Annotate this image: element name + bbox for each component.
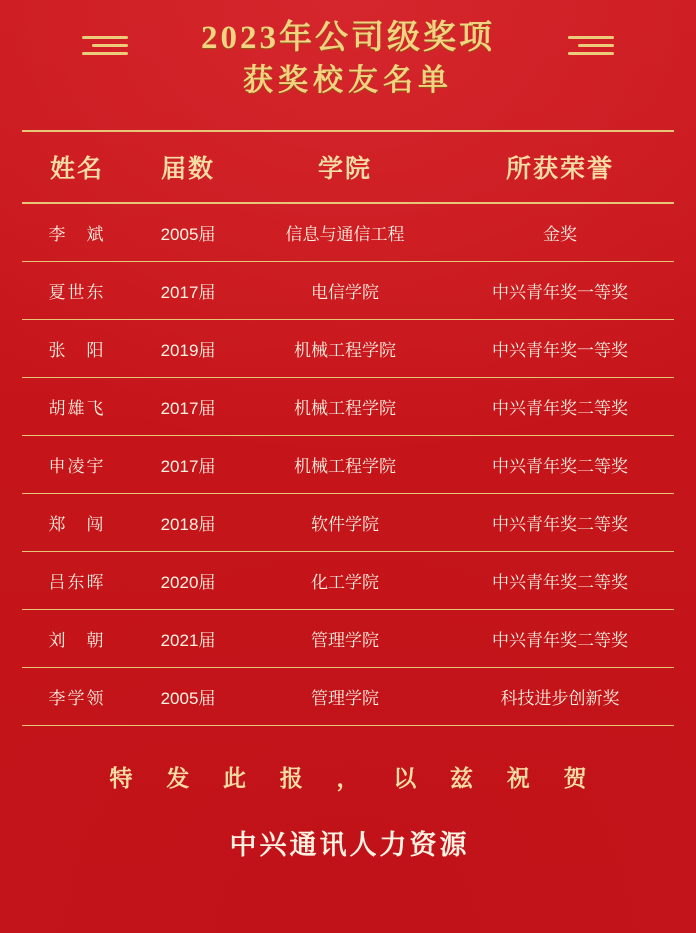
footer-congratulation-text: 特 发 此 报 ， 以 兹 祝 贺 (109, 766, 601, 791)
cell-name: 郑 闯 (48, 515, 106, 534)
table-row (22, 552, 674, 610)
cell-name: 夏世东 (48, 283, 106, 302)
poster-header (0, 0, 696, 102)
cell-year: 2005届 (160, 225, 216, 244)
cell-school: 机械工程学院 (294, 457, 396, 476)
cell-name: 李 斌 (48, 225, 106, 244)
cell-honor: 中兴青年奖一等奖 (492, 341, 628, 360)
cell-honor: 中兴青年奖二等奖 (492, 515, 628, 534)
cell-school: 信息与通信工程 (285, 225, 405, 244)
cell-year: 2017届 (160, 457, 216, 476)
cell-school: 电信学院 (311, 283, 379, 302)
table-row (22, 610, 674, 668)
footer-issuer-text: 中兴通讯人力资源 (229, 830, 470, 860)
table-row (22, 262, 674, 320)
cell-school: 管理学院 (311, 631, 379, 650)
cell-honor: 中兴青年奖一等奖 (492, 283, 628, 302)
cell-school: 机械工程学院 (294, 399, 396, 418)
cell-name: 胡雄飞 (48, 399, 106, 418)
award-table (22, 132, 674, 726)
cell-year: 2017届 (160, 399, 216, 418)
cell-year: 2019届 (160, 341, 216, 360)
cell-honor: 金奖 (543, 225, 577, 244)
cell-name: 张 阳 (48, 341, 106, 360)
cell-name: 李学领 (48, 689, 106, 708)
column-header-year: 届数 (160, 156, 215, 183)
column-header-name: 姓名 (49, 156, 104, 183)
cell-year: 2020届 (160, 573, 216, 592)
decorative-lines-right-icon (568, 36, 624, 58)
cell-school: 机械工程学院 (294, 341, 396, 360)
page-title-line-1: 2023年公司级奖项 (201, 20, 495, 56)
cell-honor: 中兴青年奖二等奖 (492, 631, 628, 650)
cell-school: 化工学院 (311, 573, 379, 592)
table-row (22, 204, 674, 262)
cell-honor: 中兴青年奖二等奖 (492, 457, 628, 476)
cell-year: 2005届 (160, 689, 216, 708)
table-row (22, 378, 674, 436)
cell-honor: 科技进步创新奖 (500, 689, 620, 708)
cell-year: 2018届 (160, 515, 216, 534)
column-header-honor: 所获荣誉 (505, 156, 614, 183)
table-row (22, 436, 674, 494)
table-row (22, 668, 674, 726)
cell-honor: 中兴青年奖二等奖 (492, 573, 628, 592)
table-row (22, 494, 674, 552)
page-title-line-2: 获奖校友名单 (243, 64, 453, 97)
cell-name: 吕东晖 (48, 573, 106, 592)
cell-school: 软件学院 (311, 515, 379, 534)
cell-school: 管理学院 (311, 689, 379, 708)
cell-year: 2017届 (160, 283, 216, 302)
cell-honor: 中兴青年奖二等奖 (492, 399, 628, 418)
poster-footer (0, 760, 696, 862)
column-header-school: 学院 (317, 156, 372, 183)
table-header-row (22, 132, 674, 204)
cell-name: 申凌宇 (48, 457, 106, 476)
decorative-lines-left-icon (72, 36, 128, 58)
cell-year: 2021届 (160, 631, 216, 650)
table-row (22, 320, 674, 378)
cell-name: 刘 朝 (48, 631, 106, 650)
